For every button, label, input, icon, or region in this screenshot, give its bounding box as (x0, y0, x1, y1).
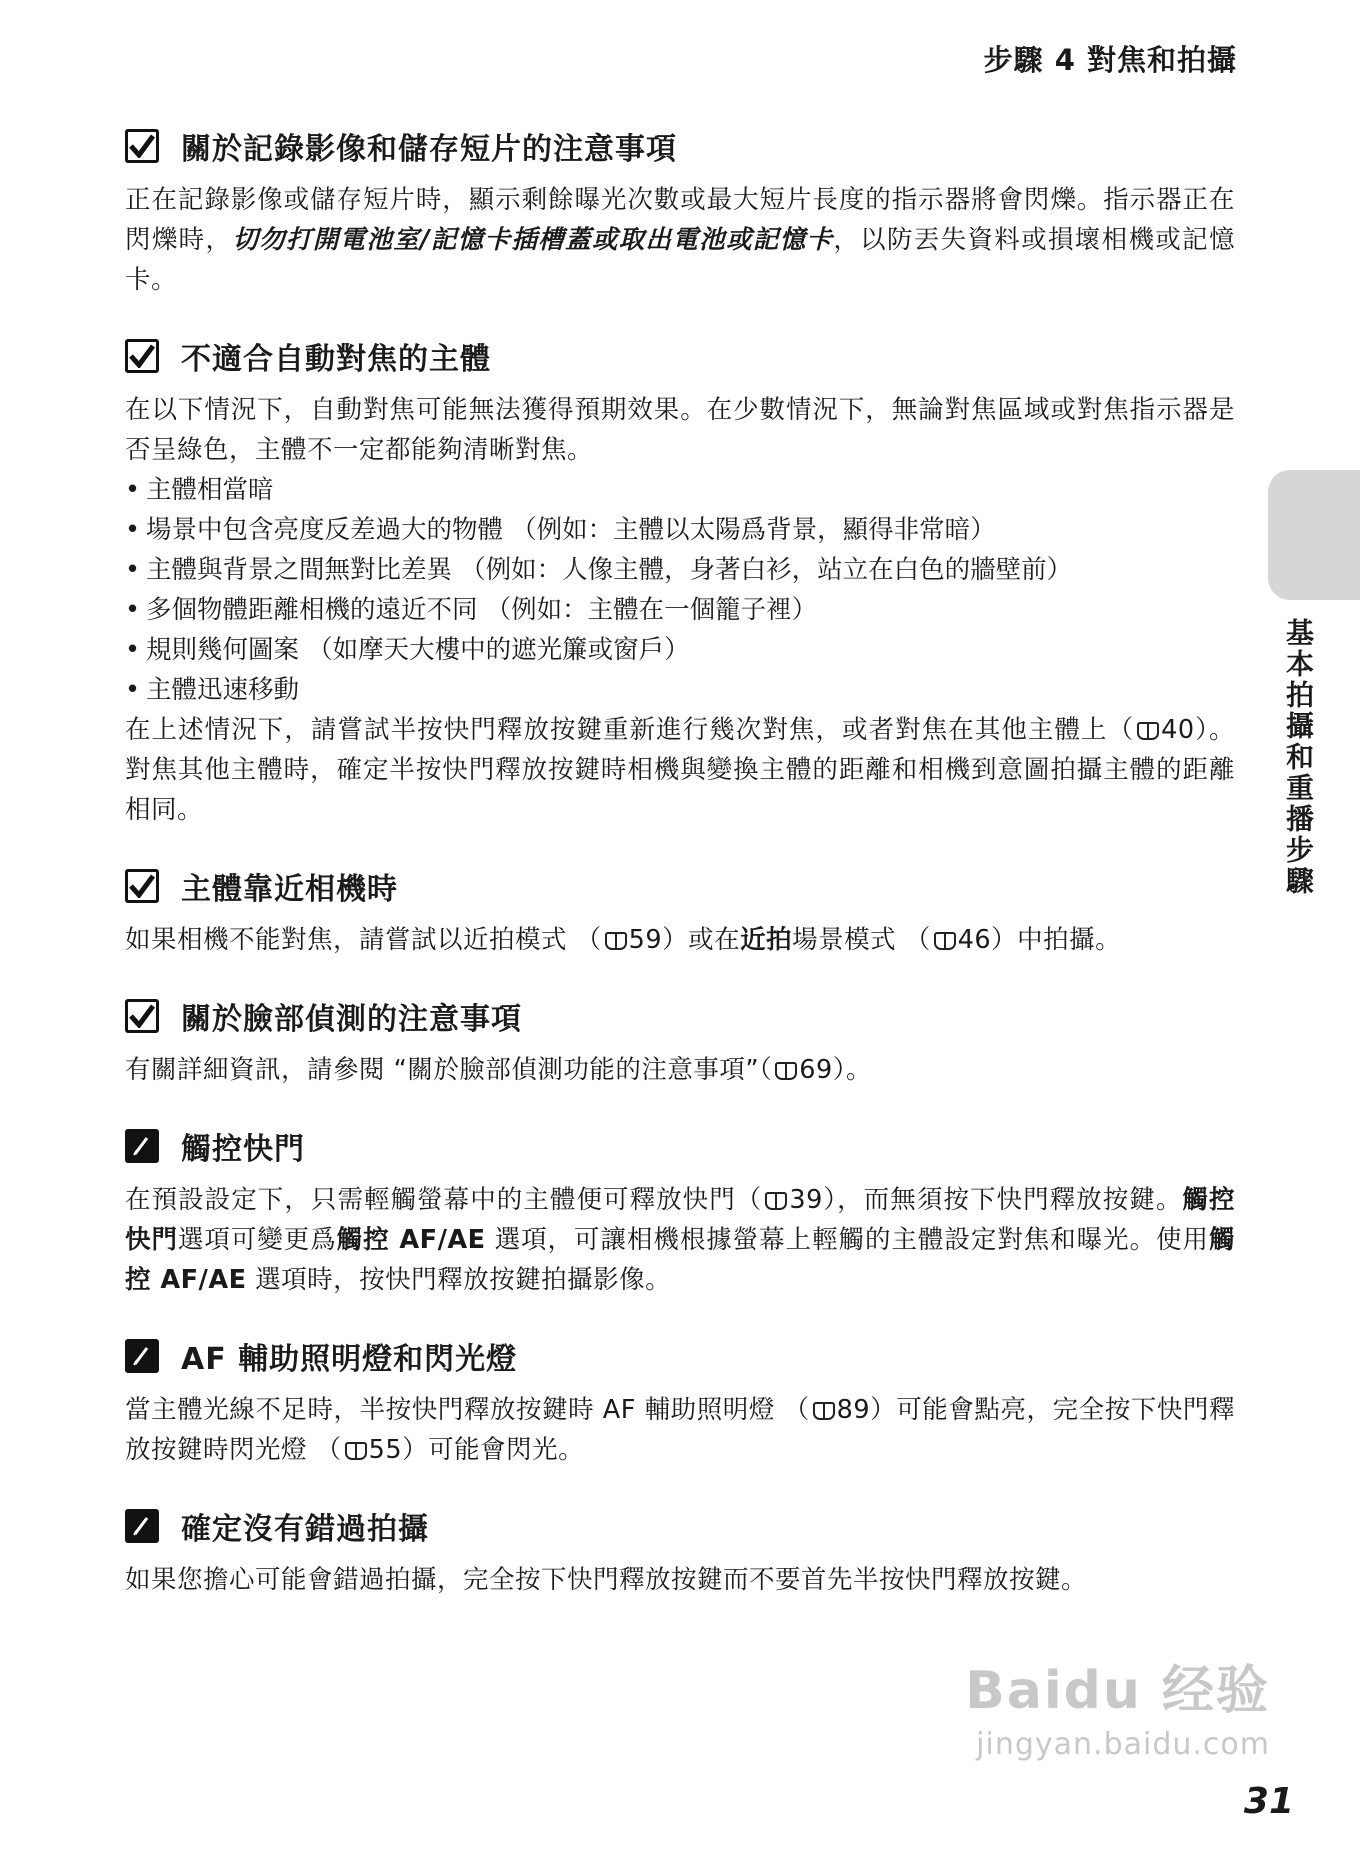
section-touch-shutter (125, 1124, 1235, 1300)
list-item: • 場景中包含亮度反差過大的物體 （例如：主體以太陽爲背景，顯得非常暗） (125, 510, 1235, 550)
note-pencil-icon (125, 1509, 159, 1543)
bullet-list (125, 470, 1235, 710)
caution-check-icon (125, 869, 159, 903)
section-heading (125, 864, 1235, 908)
warning-emphasis: 切勿打開電池室/記憶卡插槽蓋或取出電池或記憶卡 (232, 225, 834, 255)
note-pencil-icon (125, 1339, 159, 1373)
list-item: • 主體相當暗 (125, 470, 1235, 510)
section-heading (125, 1124, 1235, 1168)
section-intro: 在以下情況下，自動對焦可能無法獲得預期效果。在少數情況下，無論對焦區域或對焦指示器是否呈綠色，主體不一定都能夠清晰對焦。 (125, 395, 1235, 465)
section-recording-caution (125, 124, 1235, 300)
list-item: • 多個物體距離相機的遠近不同 （例如：主體在一個籠子裡） (125, 590, 1235, 630)
section-title: 觸控快門 (181, 1132, 305, 1167)
section-heading (125, 1334, 1235, 1378)
section-title: 主體靠近相機時 (181, 872, 398, 907)
section-outro: 在上述情況下，請嘗試半按快門釋放按鍵重新進行幾次對焦，或者對焦在其他主體上（ 40）。對焦其他主體時，確定半按快門釋放按鍵時相機與變換主體的距離和相機到意圖拍攝主體的距離相同。 (125, 715, 1235, 825)
section-af-assist-flash (125, 1334, 1235, 1470)
section-title: 關於記錄影像和儲存短片的注意事項 (181, 132, 677, 167)
section-body: 在預設設定下，只需輕觸螢幕中的主體便可釋放快門（ 39），而無須按下快門釋放按鍵。觸控快門選項可變更爲觸控 AF/AE 選項，可讓相機根據螢幕上輕觸的主體設定對焦和曝光。使用觸控 AF/AE 選項時，按快門釋放按鍵拍攝影像。 (125, 1185, 1235, 1295)
section-body: 正在記錄影像或儲存短片時，顯示剩餘曝光次數或最大短片長度的指示器將會閃爍。指示器正在閃爍時，切勿打開電池室/記憶卡插槽蓋或取出電池或記憶卡，以防丟失資料或損壞相機或記憶卡。 (125, 185, 1235, 295)
section-body: 如果您擔心可能會錯過拍攝，完全按下快門釋放按鍵而不要首先半按快門釋放按鍵。 (125, 1565, 1088, 1595)
section-title: AF 輔助照明燈和閃光燈 (181, 1342, 518, 1377)
list-item: • 主體迅速移動 (125, 670, 1235, 710)
section-heading (125, 1504, 1235, 1548)
section-subject-close (125, 864, 1235, 960)
section-body: 當主體光線不足時，半按快門釋放按鍵時 AF 輔助照明燈 （ 89）可能會點亮，完全按下快門釋放按鍵時閃光燈 （ 55）可能會閃光。 (125, 1395, 1235, 1465)
book-ref-icon (605, 932, 627, 950)
main-content (125, 124, 1235, 1634)
section-body: 如果相機不能對焦，請嘗試以近拍模式 （ 59）或在近拍場景模式 （ 46）中拍攝。 (125, 925, 1122, 955)
section-heading (125, 124, 1235, 168)
section-face-detection (125, 994, 1235, 1090)
section-heading (125, 334, 1235, 378)
book-ref-icon (934, 932, 956, 950)
chapter-label: 基本拍攝和重播步驟 (1282, 618, 1315, 897)
watermark-url: jingyan.baidu.com (976, 1727, 1270, 1762)
note-pencil-icon (125, 1129, 159, 1163)
watermark-brand: Baidu 经验 (965, 1661, 1270, 1721)
book-ref-icon (765, 1192, 787, 1210)
section-title: 關於臉部偵測的注意事項 (181, 1002, 522, 1037)
book-ref-icon (1137, 722, 1159, 740)
caution-check-icon (125, 129, 159, 163)
section-title: 不適合自動對焦的主體 (181, 342, 491, 377)
section-heading (125, 994, 1235, 1038)
section-title: 確定沒有錯過拍攝 (181, 1512, 429, 1547)
section-dont-miss-shot (125, 1504, 1235, 1600)
section-body: 有關詳細資訊，請參閱 “關於臉部偵測功能的注意事項”（ 69）。 (125, 1055, 872, 1085)
book-ref-icon (775, 1062, 797, 1080)
list-item: • 規則幾何圖案 （如摩天大樓中的遮光簾或窗戶） (125, 630, 1235, 670)
section-af-unsuitable-subjects (125, 334, 1235, 830)
caution-check-icon (125, 999, 159, 1033)
page-header: 步驟 4 對焦和拍攝 (983, 43, 1237, 77)
caution-check-icon (125, 339, 159, 373)
page-number: 31 (1243, 1781, 1294, 1822)
watermark (965, 1648, 1270, 1762)
chapter-tab (1268, 470, 1360, 600)
book-ref-icon (345, 1442, 367, 1460)
book-ref-icon (813, 1402, 835, 1420)
list-item: • 主體與背景之間無對比差異 （例如：人像主體，身著白衫，站立在白色的牆壁前） (125, 550, 1235, 590)
